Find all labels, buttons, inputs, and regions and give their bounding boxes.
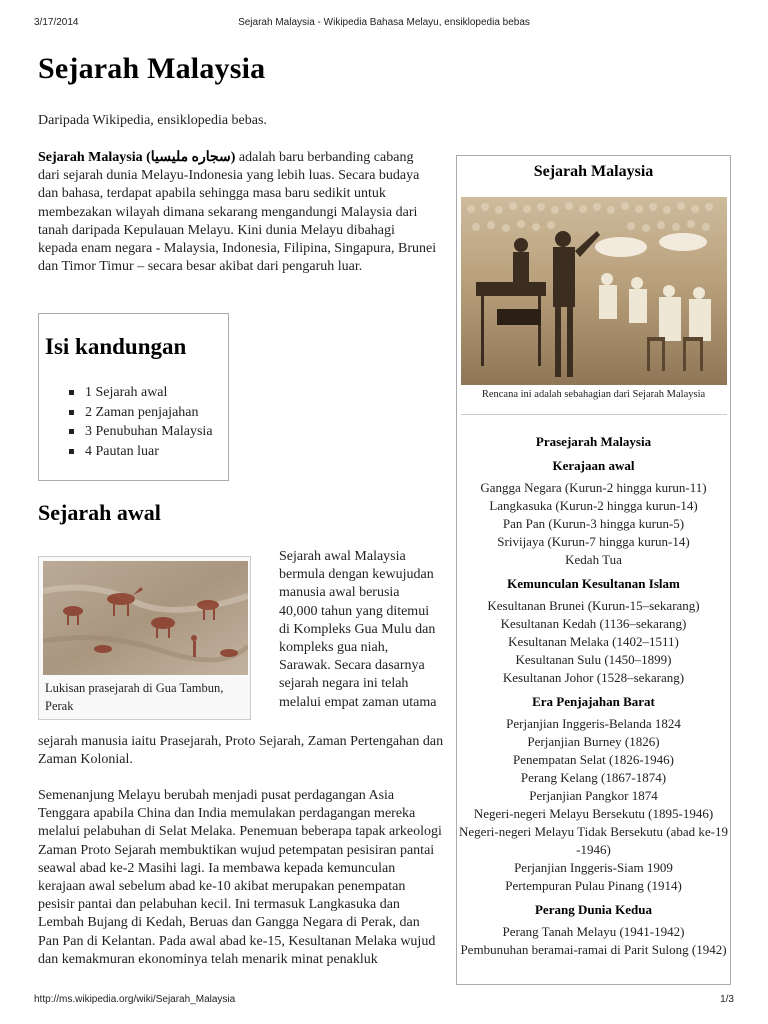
toc-item-pautan-luar[interactable]: 4 Pautan luar — [69, 442, 213, 462]
navbox-group-penjajahan-barat: Era Penjajahan Barat — [532, 694, 655, 709]
section-text-wrapped: Sejarah awal Malaysia bermula dengan kewujudan manusia awal berusia 40,000 tahun yang ditemui di Kompleks Gua Mulu dan kompleks gua niah, Sarawak. Secara dasarnya sejarah negara ini telah melalui empat zaman utama — [279, 549, 437, 710]
navbox-link-perang-tanah-melayu[interactable]: Perang Tanah Melayu (1941-1942) — [502, 924, 685, 939]
cave-painting-caption: Lukisan prasejarah di Gua Tambun, Perak — [45, 681, 224, 713]
lead-bold-term: Sejarah Malaysia — [38, 150, 143, 165]
navbox-link-nnmtb[interactable]: Negeri-negeri Melayu Tidak Bersekutu (abad ke-19 -1946) — [459, 824, 728, 857]
navbox-link-kesultanan-kedah[interactable]: Kesultanan Kedah (1136–sekarang) — [500, 616, 687, 631]
toc-item-sejarah-awal[interactable]: 1 Sejarah awal — [69, 383, 213, 403]
navbox-link-kedah-tua[interactable]: Kedah Tua — [565, 552, 622, 567]
navbox-link-perjanjian-burney[interactable]: Perjanjian Burney (1826) — [527, 734, 660, 749]
navbox-link-gangga-negara[interactable]: Gangga Negara (Kurun-2 hingga kurun-11) — [480, 480, 707, 495]
table-of-contents — [38, 313, 229, 481]
navbox-link-perjanjian-pangkor[interactable]: Perjanjian Pangkor 1874 — [529, 788, 658, 803]
navbox-link-pertempuran-pulau-pinang[interactable]: Pertempuran Pulau Pinang (1914) — [505, 878, 682, 893]
print-url: http://ms.wikipedia.org/wiki/Sejarah_Malaysia — [34, 994, 236, 1005]
toc-item-zaman-penjajahan[interactable]: 2 Zaman penjajahan — [69, 403, 213, 423]
section-paragraph-2: Semenanjung Melayu berubah menjadi pusat perdagangan Asia Tenggara apabila China dan India memulakan perdagangan mereka melalui pelabuhan di Selat Melaka. Penemuan beberapa tapak arkeologi Zaman Proto Sejarah membuktikan wujud petempatan pesisiran pantai seawal abad ke-2 Masihi lagi. Ia membawa kepada kemunculan kerajaan awal sebelum abad ke-10 akibat merupakan penempatan pesisir pantai dan pelabuhan kecil. Ini termasuk Langkasuka dan Lembah Bujang di Kedah, Beruas dan Gangga Negara di Perak, dan Pan Pan di Kelantan. Pada awal abad ke-15, Kesultanan Melaka wujud dan kemakmuran ekonominya telah menarik minat penakluk — [38, 788, 442, 967]
print-footer — [0, 994, 768, 1008]
lead-text: adalah baru berbanding cabang dari sejarah dunia Melayu-Indonesia yang lebih luas. Secara budaya dan bahasa, terdapat apabila sehingga masa baru sedikit untuk membezakan wilayah dimana sekarang mengandungi Malaysia dari tanah daripada Kepulauan Melayu. Kini dunia Melayu dibahagi kepada enam negara - Malaysia, Indonesia, Filipina, Singapura, Brunei dan Timor Timur – secara besar akibat dari pengaruh luar. — [38, 150, 437, 275]
navbox-body — [457, 433, 730, 959]
lead-jawi-term: (سجاره مليسيا) — [146, 150, 236, 165]
navbox-title[interactable]: Sejarah Malaysia — [533, 163, 654, 180]
navbox-link-perjanjian-inggeris-belanda[interactable]: Perjanjian Inggeris-Belanda 1824 — [506, 716, 681, 731]
print-date: 3/17/2014 — [34, 17, 79, 28]
navbox-link-perang-kelang[interactable]: Perang Kelang (1867-1874) — [520, 770, 667, 785]
navbox-link-pan-pan[interactable]: Pan Pan (Kurun-3 hingga kurun-5) — [502, 516, 685, 531]
navbox-link-kesultanan-johor[interactable]: Kesultanan Johor (1528–sekarang) — [502, 670, 685, 685]
navbox-heading-prasejarah[interactable]: Prasejarah Malaysia — [535, 434, 652, 449]
navbox-link-langkasuka[interactable]: Langkasuka (Kurun-2 hingga kurun-14) — [489, 498, 698, 513]
navbox-link-kesultanan-brunei[interactable]: Kesultanan Brunei (Kurun-15–sekarang) — [487, 598, 700, 613]
navbox-link-perjanjian-inggeris-siam[interactable]: Perjanjian Inggeris-Siam 1909 — [514, 860, 673, 875]
navbox-link-parit-sulong[interactable]: Pembunuhan beramai-ramai di Parit Sulong (1942) — [460, 942, 727, 957]
print-header — [0, 17, 768, 31]
toc-item-penubuhan-malaysia[interactable]: 3 Penubuhan Malaysia — [69, 422, 213, 442]
article-title: Sejarah Malaysia — [38, 52, 266, 85]
navbox-divider — [461, 414, 727, 415]
print-page-number: 1/3 — [720, 994, 734, 1005]
navbox-link-kesultanan-sulu[interactable]: Kesultanan Sulu (1450–1899) — [515, 652, 672, 667]
toc-title: Isi kandungan — [45, 334, 187, 359]
cave-painting-figure — [38, 556, 251, 720]
merdeka-photo[interactable] — [461, 197, 727, 385]
navbox-link-nnmb[interactable]: Negeri-negeri Melayu Bersekutu (1895-1946) — [473, 806, 714, 821]
navbox-link-srivijaya[interactable]: Srivijaya (Kurun-7 hingga kurun-14) — [497, 534, 690, 549]
navbox-link-kesultanan-melaka[interactable]: Kesultanan Melaka (1402–1511) — [508, 634, 679, 649]
navbox-group-kesultanan-islam: Kemunculan Kesultanan Islam — [507, 576, 680, 591]
navbox-group-perang-dunia-kedua: Perang Dunia Kedua — [534, 902, 652, 917]
navbox-group-kerajaan-awal: Kerajaan awal — [552, 458, 635, 473]
print-page-title: Sejarah Malaysia - Wikipedia Bahasa Melayu, ensiklopedia bebas — [238, 17, 530, 28]
lead-paragraph — [38, 149, 438, 276]
toc-list — [69, 383, 213, 461]
history-navbox — [456, 155, 731, 985]
navbox-caption: Rencana ini adalah sebahagian dari Sejarah Malaysia — [481, 389, 706, 400]
section-text-continued: sejarah manusia iaitu Prasejarah, Proto Sejarah, Zaman Pertengahan dan Zaman Kolonial. — [38, 734, 444, 768]
navbox-link-penempatan-selat[interactable]: Penempatan Selat (1826-1946) — [512, 752, 674, 767]
cave-painting-image[interactable] — [43, 561, 248, 675]
article-tagline: Daripada Wikipedia, ensiklopedia bebas. — [38, 113, 267, 128]
section-heading-sejarah-awal: Sejarah awal — [38, 500, 161, 525]
